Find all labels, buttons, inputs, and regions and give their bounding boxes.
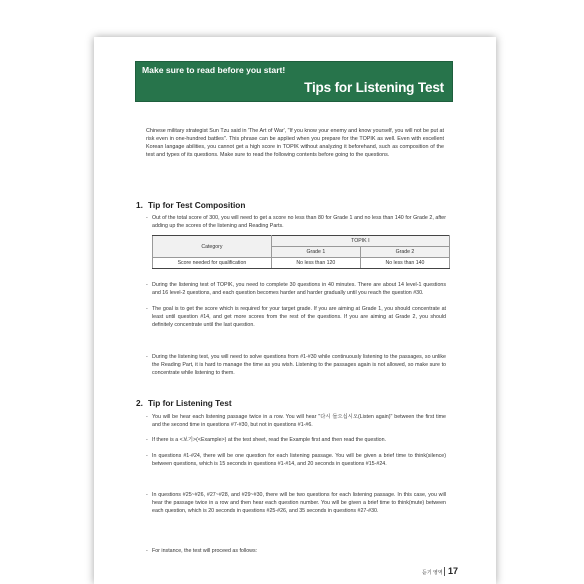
section-1-bullet-3: - The goal is to get the score which is required for your target grade. If you are aiming at Grade 1, you should concentrate at least until question #14, and get more scores from the rest of the questions. If you are aiming at Grade 2, you should definitely concentrate until the last question. [146, 305, 446, 329]
section-1-number: 1. [136, 200, 143, 210]
banner-kicker: Make sure to read before you start! [142, 65, 286, 75]
page-number: 17 [448, 566, 459, 576]
section-1-heading [136, 200, 245, 210]
score-table [152, 235, 450, 269]
section-2-number: 2. [136, 398, 143, 408]
section-2-title: Tip for Listening Test [148, 398, 232, 408]
banner-title: Tips for Listening Test [304, 80, 444, 95]
footer-separator [444, 567, 445, 576]
table-header-category: Category [153, 236, 272, 258]
section-2-bullet-3: - In questions #1-#24, there will be one question for each listening passage. You will be given a brief time to think(silence) between questions, which is 15 seconds in questions #1-#14, and 20 seconds in questions #15-#24. [146, 452, 446, 468]
title-banner [135, 61, 453, 102]
footer-section-label: 듣기 영역 [422, 570, 443, 576]
section-2-heading [136, 398, 232, 408]
table-cell-grade-2: No less than 140 [360, 258, 449, 269]
table-header-topik: TOPIK Ⅰ [271, 236, 449, 247]
section-1-bullet-1: - Out of the total score of 300, you will need to get a score no less than 80 for Grade 1 and no less than 140 for Grade 2, after adding up the scores of the listening and Reading Parts. [146, 214, 446, 230]
section-2-bullet-5: - For instance, the test will proceed as follows: [146, 547, 446, 555]
section-2-bullet-1: - You will be hear each listening passage twice in a row. You will hear "다시 들으십시오(Listen again)" between the first time and the second time in questions #7-#30, but not in questions #1-#6. [146, 413, 446, 429]
section-1-bullet-2: - During the listening test of TOPIK, you need to complete 30 questions in 40 minutes. There are about 14 level-1 questions and 16 level-2 questions, and each question becomes harder and harder gradually until you reach the question #30. [146, 281, 446, 297]
section-2-bullet-2: - If there is a <보기>(<Example>) at the test sheet, read the Example first and then read the question. [146, 436, 446, 444]
section-1-bullet-4: - During the listening test, you will need to solve questions from #1-#30 while continuously listening to the passages, so unlike the Reading Part, it is hard to manage the time as you wish. Listening to the passages again is not allowed, so make sure to concentrate while listening to them. [146, 353, 446, 377]
table-header-grade-1: Grade 1 [271, 247, 360, 258]
section-2-bullet-4: - In questions #25~#26, #27~#28, and #29~#30, there will be two questions for each listening passage. In this case, you will hear the passage twice in a row and then hear each question number. You will be given a brief time to think(mute) between each question, which is 20 seconds in questions #25-#26, and 35 seconds in questions #27-#30. [146, 491, 446, 515]
section-1-title: Tip for Test Composition [148, 200, 246, 210]
table-header-grade-2: Grade 2 [360, 247, 449, 258]
intro-paragraph: Chinese military strategist Sun Tzu said in 'The Art of War', "If you know your enemy and know yourself, you will not be put at risk even in one-hundred battles". This phrase can be applied when you prepare for the TOPIK as well. Even with excellent Korean langage abilities, you cannot get a high score in TOPIK without analyzing it beforehand, such as composition of the test and types of its questions. Make sure to read the following contents before going to the questions. [146, 128, 444, 159]
table-row-label: Score needed for qualification [153, 258, 272, 269]
book-page [94, 37, 496, 584]
table-cell-grade-1: No less than 120 [271, 258, 360, 269]
